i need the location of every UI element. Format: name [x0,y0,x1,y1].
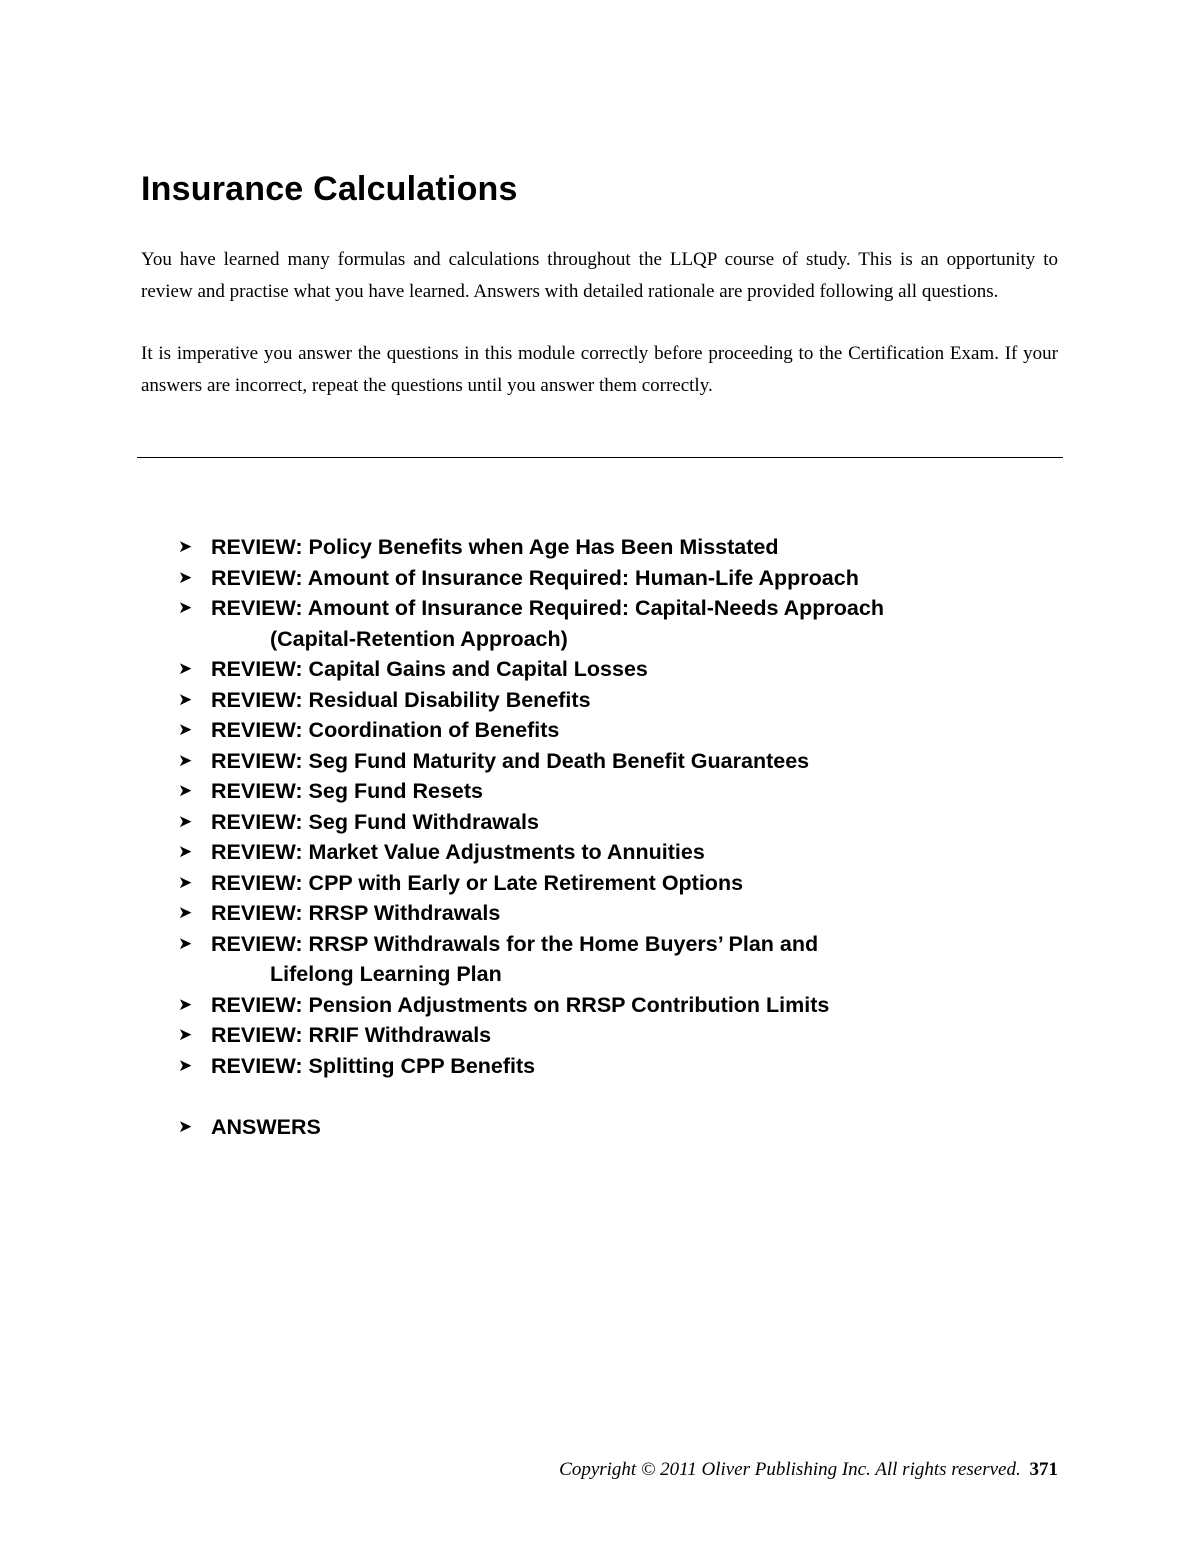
review-item-label: REVIEW: RRIF Withdrawals [211,1023,492,1047]
arrowhead-bullet-icon: ➤ [178,811,193,832]
page-title: Insurance Calculations [141,170,518,208]
arrowhead-bullet-icon: ➤ [178,903,193,923]
review-item [178,532,1058,563]
review-item-label: REVIEW: Seg Fund Resets [211,779,483,803]
answers-item [178,1112,1058,1143]
copyright-notice: Copyright © 2011 Oliver Publishing Inc. All rights reserved. [559,1459,1021,1480]
intro-text [141,244,1058,432]
arrowhead-bullet-icon: ➤ [178,659,193,679]
arrowhead-bullet-icon: ➤ [178,1055,193,1076]
intro-paragraph-2: It is imperative you answer the questions in this module correctly before proceeding to the Certification Exam. If your answers are incorrect, repeat the questions until you answer them correctly. [141,343,1058,396]
arrowhead-bullet-icon: ➤ [178,689,193,710]
arrowhead-bullet-icon: ➤ [178,750,193,771]
review-item-label-continued: Lifelong Learning Plan [270,962,502,986]
review-topic-list [178,532,1058,1143]
review-item [178,685,1058,716]
review-item [178,1051,1058,1082]
arrowhead-bullet-icon: ➤ [178,1025,193,1045]
review-item-label-continued: (Capital-Retention Approach) [270,626,568,651]
review-item [178,563,1058,594]
horizontal-divider [137,457,1063,458]
review-item [178,776,1058,807]
review-item [178,807,1058,838]
review-item-label: REVIEW: Capital Gains and Capital Losses [211,657,648,681]
review-item [178,898,1058,929]
review-item [178,929,1058,990]
arrowhead-bullet-icon: ➤ [178,567,193,588]
review-item-label: REVIEW: CPP with Early or Late Retirement Options [211,870,744,895]
review-item-label: REVIEW: Pension Adjustments on RRSP Contribution Limits [211,992,830,1017]
arrowhead-bullet-icon: ➤ [178,598,193,618]
review-item-label: REVIEW: Market Value Adjustments to Annuities [211,840,705,864]
review-item [178,746,1058,777]
arrowhead-bullet-icon: ➤ [178,842,193,862]
review-item [178,593,1058,654]
page-footer [559,1458,1058,1482]
review-item-label: REVIEW: Policy Benefits when Age Has Been Misstated [211,535,779,559]
review-item-label: REVIEW: Splitting CPP Benefits [211,1053,536,1078]
arrowhead-bullet-icon: ➤ [178,1117,193,1137]
arrowhead-bullet-icon: ➤ [178,872,193,893]
review-item-label: REVIEW: RRSP Withdrawals for the Home Buyers’ Plan and [211,931,819,956]
review-item [178,1020,1058,1051]
review-item [178,654,1058,685]
answers-label: ANSWERS [211,1115,321,1139]
review-item [178,715,1058,746]
page-number: 371 [1029,1459,1058,1480]
review-item-label: REVIEW: Seg Fund Maturity and Death Benefit Guarantees [211,748,810,773]
review-item-label: REVIEW: Residual Disability Benefits [211,687,591,712]
review-item [178,868,1058,899]
review-item-label: REVIEW: Seg Fund Withdrawals [211,809,539,834]
arrowhead-bullet-icon: ➤ [178,537,193,557]
review-item-label: REVIEW: Amount of Insurance Required: Capital-Needs Approach [211,596,884,620]
review-item [178,990,1058,1021]
arrowhead-bullet-icon: ➤ [178,720,193,740]
review-item [178,837,1058,868]
review-item-label: REVIEW: Coordination of Benefits [211,718,560,742]
arrowhead-bullet-icon: ➤ [178,781,193,801]
review-item-label: REVIEW: Amount of Insurance Required: Human-Life Approach [211,565,859,590]
arrowhead-bullet-icon: ➤ [178,994,193,1015]
intro-paragraph-1: You have learned many formulas and calculations throughout the LLQP course of study. This is an opportunity to review and practise what you have learned. Answers with detailed rationale are provided following all questions. [141,249,1058,302]
review-item-label: REVIEW: RRSP Withdrawals [211,901,501,925]
arrowhead-bullet-icon: ➤ [178,933,193,954]
